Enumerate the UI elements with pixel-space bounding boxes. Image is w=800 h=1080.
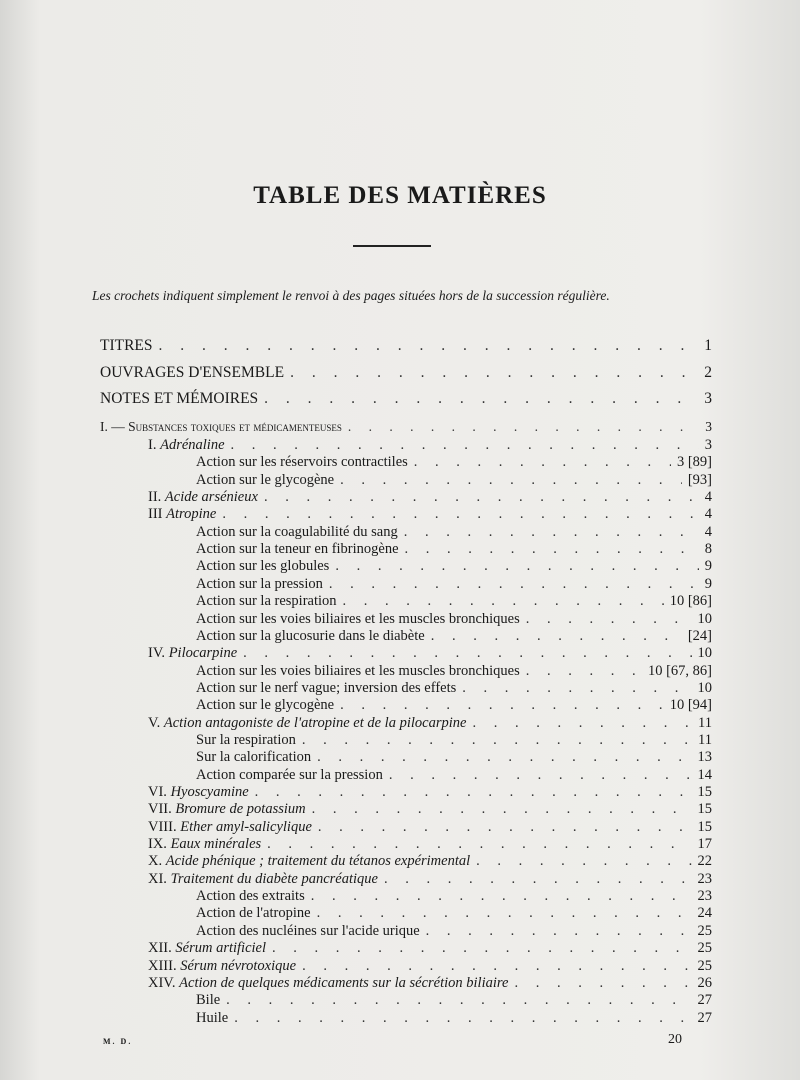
dot-leader: [472, 715, 692, 732]
dot-leader: [264, 390, 698, 408]
toc-entry-label: [148, 645, 237, 662]
toc-entry-number: IV.: [148, 645, 166, 662]
dot-leader: [255, 784, 692, 801]
dot-leader: [302, 732, 692, 749]
toc-entry-title: Adrénaline: [160, 437, 225, 453]
toc-page-number: 10 [94]: [669, 697, 712, 714]
toc-entry-title: TITRES: [100, 337, 153, 354]
toc-entry-title: Acide arsénieux: [164, 489, 258, 506]
toc-page-number: 9: [704, 575, 712, 592]
dot-leader: [267, 836, 691, 853]
footer-page-number: 20: [668, 1032, 682, 1047]
toc-page-number: 27: [697, 1009, 712, 1026]
toc-entry-title: Sur la calorification: [196, 749, 312, 766]
dot-leader: [159, 337, 699, 355]
toc-entry: [148, 958, 712, 975]
toc-entry-label: [148, 940, 266, 957]
dot-leader: [476, 853, 691, 870]
toc-entry: [196, 558, 712, 575]
toc-entry-number: X.: [148, 853, 163, 870]
toc-entry: [148, 940, 712, 957]
toc-entry-label: [196, 558, 329, 575]
toc-entry-label: [148, 715, 466, 732]
toc-page-number: 15: [697, 818, 712, 835]
toc-entry-title: Sérum artificiel: [175, 940, 267, 957]
dot-leader: [389, 767, 692, 784]
dot-leader: [335, 558, 698, 575]
toc-entry: [100, 364, 712, 382]
toc-entry-number: XII.: [148, 940, 172, 957]
toc-entry: [148, 715, 712, 732]
toc-entry-label: [196, 472, 334, 489]
dot-leader: [317, 749, 691, 766]
dot-leader: [431, 628, 682, 645]
toc-entry-title: Action sur les réservoirs contractiles: [196, 454, 408, 471]
toc-entry: [196, 541, 712, 558]
toc-entry-label: [148, 871, 378, 888]
toc-entry-title: Action de l'atropine: [196, 905, 311, 922]
toc-entry-title: OUVRAGES D'ENSEMBLE: [100, 364, 285, 381]
dot-leader: [234, 1010, 691, 1027]
toc-entry-number: VIII.: [148, 818, 177, 835]
dot-leader: [462, 680, 691, 697]
toc-entry-title: Atropine: [166, 506, 217, 523]
toc-entry-title: Action antagoniste de l'atropine et de la pilocarpine: [163, 714, 467, 731]
dot-leader: [329, 576, 699, 593]
toc-entry-title: Bile: [196, 992, 221, 1009]
toc-page-number: 2: [704, 364, 712, 381]
toc-entry-title: Action sur les voies biliaires et les muscles bronchiques: [196, 610, 520, 627]
dot-leader: [348, 419, 699, 435]
toc-entry-label: [100, 419, 342, 435]
toc-entry: [148, 784, 712, 801]
dot-leader: [317, 905, 692, 922]
toc-page-number: 10 [86]: [669, 593, 712, 610]
printer-signature: M. D.: [103, 1037, 133, 1046]
toc-entry: [196, 454, 712, 471]
toc-entry-label: [196, 767, 383, 784]
toc-entry-number: VII.: [148, 801, 172, 818]
dot-leader: [318, 819, 692, 836]
toc-entry-number: I. —: [100, 419, 125, 434]
toc-entry-title: Action sur les globules: [196, 558, 330, 575]
dot-leader: [340, 472, 682, 489]
dot-leader: [343, 593, 664, 610]
toc-entry-label: [148, 958, 296, 975]
toc-entry-label: [196, 576, 323, 593]
toc-page-number: 22: [697, 853, 712, 870]
toc-page-number: 3: [704, 437, 712, 453]
toc-entry: [148, 801, 712, 818]
toc-entry-label: [196, 454, 408, 471]
toc-entry-number: II.: [148, 489, 162, 506]
toc-entry-title: Bromure de potassium: [175, 801, 306, 818]
toc-entry-title: Ether amyl-salicylique: [180, 818, 312, 835]
toc-entry-label: [196, 749, 311, 766]
toc-entry-number: XI.: [148, 870, 167, 887]
toc-entry-label: [196, 1010, 228, 1027]
dot-leader: [302, 958, 691, 975]
toc-entry: [196, 697, 712, 714]
toc-entry-title: Action sur la pression: [196, 575, 323, 592]
toc-entry: [148, 437, 712, 454]
toc-entry-title: NOTES ET MÉMOIRES: [100, 390, 259, 407]
dot-leader: [426, 923, 692, 940]
toc-entry-label: [100, 390, 258, 408]
toc-page-number: [24]: [687, 627, 712, 644]
toc-page-number: 23: [697, 888, 712, 905]
toc-entry-label: [148, 853, 470, 870]
dot-leader: [231, 437, 699, 454]
toc-entry: [196, 524, 712, 541]
toc-page-number: 26: [697, 974, 712, 991]
toc-page-number: 17: [697, 836, 712, 853]
toc-page-number: 9: [704, 558, 712, 575]
toc-entry: [196, 1010, 712, 1027]
toc-page-number: 10: [697, 645, 712, 662]
toc-entry-title: Eaux minérales: [170, 836, 262, 853]
dot-leader: [272, 940, 691, 957]
toc-entry-label: [148, 506, 216, 523]
toc-entry-title: Action sur le nerf vague; inversion des effets: [196, 679, 457, 696]
toc-page-number: 3 [89]: [676, 454, 712, 471]
dot-leader: [414, 454, 671, 471]
toc-entry: [196, 593, 712, 610]
toc-page-number: 8: [704, 541, 712, 558]
toc-page-number: 23: [697, 870, 712, 887]
toc-entry-title: Action sur la respiration: [196, 593, 337, 610]
toc-entry-title: Action comparée sur la pression: [196, 766, 383, 783]
toc-entry-title: Substances toxiques et médicamenteuses: [128, 419, 342, 434]
toc-entry-title: Action des extraits: [196, 888, 305, 905]
toc-entry: [196, 888, 712, 905]
toc-page-number: 25: [697, 957, 712, 974]
toc-page-number: 1: [704, 337, 712, 354]
toc-entry-label: [196, 541, 399, 558]
toc-entry: [100, 390, 712, 408]
toc-entry: [148, 975, 712, 992]
toc-entry: [148, 645, 712, 662]
toc-entry-label: [100, 364, 284, 382]
toc-entry: [196, 923, 712, 940]
toc-entry-title: Action de quelques médicaments sur la sécrétion biliaire: [179, 974, 509, 991]
toc-entry-label: [196, 663, 520, 680]
toc-entry: [100, 337, 712, 355]
toc-page-number: 3: [705, 419, 712, 434]
toc-entry-number: VI.: [148, 784, 167, 800]
toc-entry-label: [148, 819, 312, 836]
toc-page-number: [93]: [687, 471, 712, 488]
toc-entry-number: I.: [148, 437, 157, 453]
toc-entry-label: [148, 975, 508, 992]
toc-entry: [148, 819, 712, 836]
toc-entry: [100, 419, 712, 435]
toc-entry: [196, 663, 712, 680]
dot-leader: [514, 975, 691, 992]
toc-entry-title: Action sur le glycogène: [196, 697, 335, 714]
toc-entry: [148, 489, 712, 506]
toc-entry-label: [196, 697, 334, 714]
toc-entry-number: XIV.: [148, 974, 176, 991]
toc-page-number: 27: [697, 992, 712, 1009]
bracket-note: Les crochets indiquent simplement le renvoi à des pages situées hors de la succession régulière.: [92, 288, 610, 303]
toc-entry-title: Traitement du diabète pancréatique: [170, 870, 378, 887]
toc-page-number: 25: [697, 922, 712, 939]
dot-leader: [340, 697, 664, 714]
toc-entry-title: Huile: [196, 1009, 229, 1026]
toc-page-number: 10: [697, 610, 712, 627]
dot-leader: [526, 611, 692, 628]
toc-entry-label: [196, 732, 296, 749]
toc-entry-title: Sérum névrotoxique: [180, 957, 297, 974]
toc-entry-label: [148, 784, 249, 801]
toc-entry-title: Action sur le glycogène: [196, 471, 335, 488]
toc-entry-title: Action des nucléines sur l'acide urique: [196, 922, 420, 939]
page-title: TABLE DES MATIÈRES: [253, 182, 547, 209]
toc-page-number: 4: [704, 506, 712, 523]
toc-entry: [196, 749, 712, 766]
toc-entry-number: IX.: [148, 836, 167, 853]
toc-entry: [196, 576, 712, 593]
toc-entry-label: [148, 801, 306, 818]
toc-entry: [196, 472, 712, 489]
toc-entry: [196, 905, 712, 922]
toc-entry: [148, 853, 712, 870]
toc-entry: [148, 836, 712, 853]
toc-entry-number: III: [148, 506, 163, 523]
dot-leader: [222, 506, 698, 523]
toc-entry: [196, 680, 712, 697]
toc-entry-label: [196, 611, 520, 628]
toc-page-number: 10: [697, 679, 712, 696]
dot-leader: [264, 489, 699, 506]
dot-leader: [243, 645, 691, 662]
toc-entry-label: [196, 628, 425, 645]
toc-page-number: 11: [698, 731, 712, 748]
dot-leader: [404, 524, 699, 541]
toc-page-number: 11: [698, 714, 712, 731]
toc-entry-label: [196, 680, 456, 697]
toc-page-number: 15: [697, 784, 712, 800]
toc-entry-title: Hyoscyamine: [170, 784, 249, 800]
toc-entry: [196, 992, 712, 1009]
toc-page-number: 24: [697, 905, 712, 922]
toc-page-number: 4: [704, 523, 712, 540]
toc-page-number: 10 [67, 86]: [647, 662, 712, 679]
toc-page-number: 13: [697, 749, 712, 766]
toc-entry-title: Pilocarpine: [168, 645, 238, 662]
toc-page-number: 25: [697, 940, 712, 957]
toc-page-number: 4: [704, 489, 712, 506]
toc-entry-label: [196, 905, 311, 922]
toc-entry: [148, 871, 712, 888]
dot-leader: [312, 801, 692, 818]
toc-entry-number: XIII.: [148, 957, 177, 974]
toc-entry-label: [148, 836, 261, 853]
dot-leader: [311, 888, 692, 905]
toc-entry: [196, 628, 712, 645]
toc-entry: [196, 732, 712, 749]
toc-entry: [196, 767, 712, 784]
toc-entry-label: [196, 524, 398, 541]
toc-entry-title: Sur la respiration: [196, 731, 296, 748]
dot-leader: [526, 663, 642, 680]
toc-entry-number: V.: [148, 714, 161, 731]
toc-page-number: 14: [697, 766, 712, 783]
dot-leader: [226, 992, 691, 1009]
toc-entry-title: Action sur la glucosurie dans le diabète: [196, 627, 425, 644]
toc-entry-label: [148, 489, 258, 506]
dot-leader: [405, 541, 699, 558]
toc-entry-title: Action sur les voies biliaires et les muscles bronchiques: [196, 662, 520, 679]
toc-entry-label: [148, 437, 225, 454]
toc-entry-label: [196, 888, 305, 905]
toc-entry: [148, 506, 712, 523]
toc-entry-label: [196, 593, 337, 610]
dot-leader: [384, 871, 692, 888]
dot-leader: [290, 364, 698, 382]
toc-entry-label: [196, 992, 220, 1009]
toc-entry-title: Action sur la coagulabilité du sang: [196, 523, 398, 540]
toc-entry: [196, 611, 712, 628]
toc-entry-title: Acide phénique ; traitement du tétanos expérimental: [165, 853, 471, 870]
toc-entry-label: [196, 923, 420, 940]
toc-page-number: 3: [704, 390, 712, 407]
toc-entry-label: [100, 337, 153, 355]
toc-entry-title: Action sur la teneur en fibrinogène: [196, 541, 399, 558]
toc-page-number: 15: [697, 801, 712, 818]
